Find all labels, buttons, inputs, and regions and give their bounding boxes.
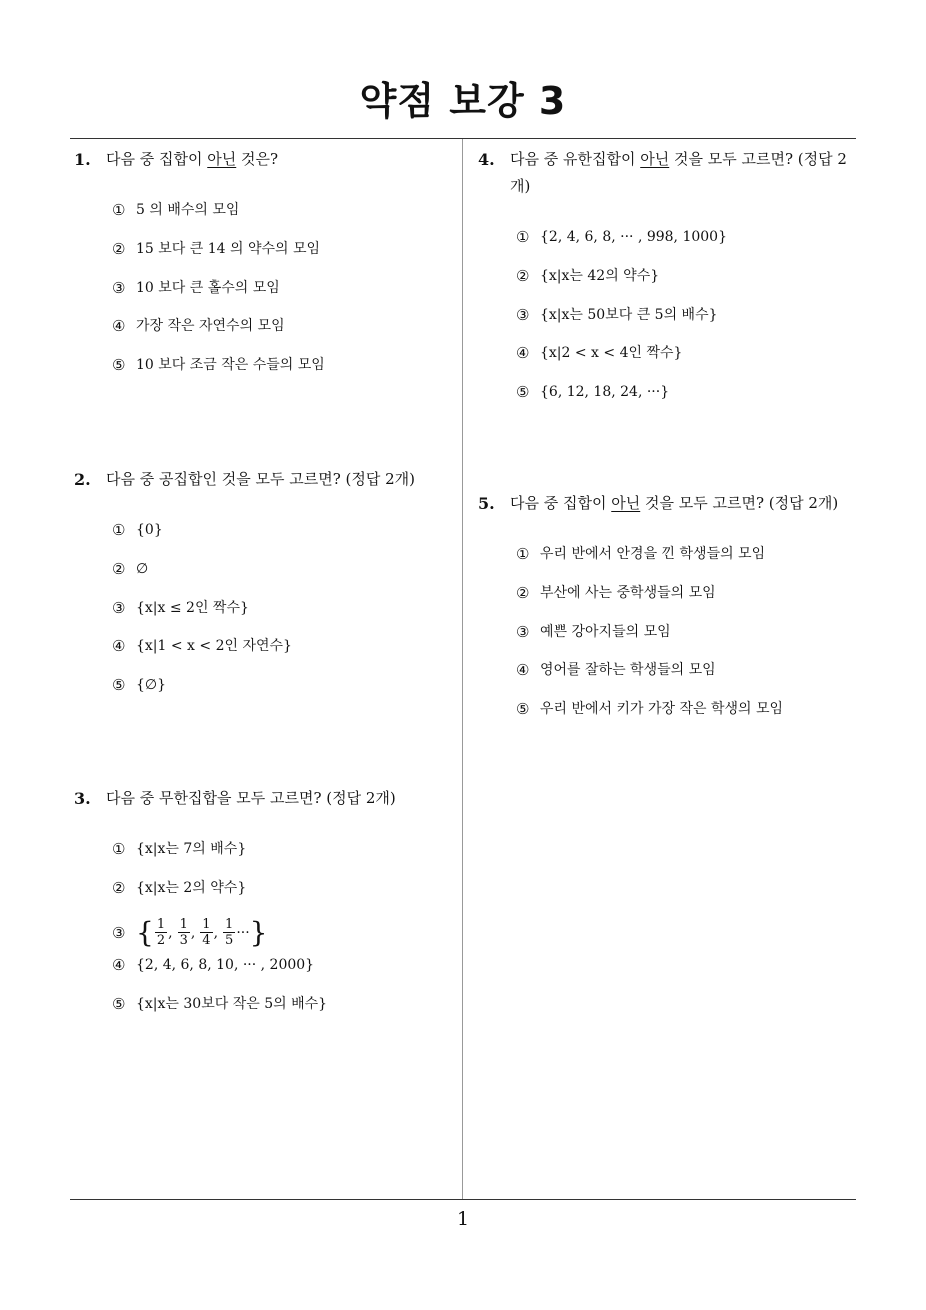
question-header	[74, 146, 434, 173]
option-mark: ②	[516, 266, 530, 285]
option-text: 예쁜 강아지들의 모임	[540, 623, 671, 640]
option-text: {x|x는 42의 약수}	[540, 267, 660, 284]
option-text: {2, 4, 6, 8, 10, ··· , 2000}	[136, 957, 315, 974]
option-2	[112, 236, 434, 275]
option-5	[112, 352, 434, 391]
option-1	[112, 836, 434, 875]
option-1	[516, 541, 864, 580]
option-mark: ④	[112, 956, 126, 975]
option-4	[516, 340, 864, 379]
option-3	[112, 914, 434, 953]
page-number: 1	[456, 1208, 470, 1230]
option-text: {x|x는 50보다 큰 5의 배수}	[540, 306, 718, 323]
option-text: 우리 반에서 키가 가장 작은 학생의 모임	[540, 701, 784, 718]
option-1	[112, 197, 434, 236]
option-text: {6, 12, 18, 24, ···}	[540, 384, 670, 401]
option-3	[112, 275, 434, 314]
option-4	[112, 633, 434, 672]
option-2	[112, 556, 434, 595]
option-text: 부산에 사는 중학생들의 모임	[540, 584, 716, 601]
option-text: 10 보다 큰 홀수의 모임	[136, 279, 280, 296]
option-mark: ⑤	[516, 700, 530, 719]
question-text: 다음 중 집합이 아닌 것은?	[106, 150, 279, 168]
option-mark: ①	[112, 201, 126, 219]
option-mark: ①	[112, 840, 126, 858]
option-list	[516, 541, 864, 735]
page-title: 약점 보강 3	[359, 79, 567, 123]
option-mark: ④	[516, 344, 530, 363]
option-mark: ⑤	[112, 995, 126, 1014]
fraction: $\frac{1}{4}$	[202, 917, 211, 949]
option-mark: ③	[112, 278, 126, 297]
option-list	[112, 836, 434, 1030]
underlined-word: 아닌	[611, 494, 641, 512]
question-header	[478, 146, 864, 200]
option-2	[516, 263, 864, 302]
option-mark: ④	[112, 317, 126, 336]
option-5	[516, 696, 864, 735]
option-text: 10 보다 조금 작은 수들의 모임	[136, 357, 325, 374]
question-3	[74, 785, 434, 1030]
question-number: 1.	[74, 150, 91, 169]
option-4	[112, 313, 434, 352]
option-5	[112, 672, 434, 711]
ellipsis: ···	[236, 924, 250, 941]
option-mark: ①	[516, 545, 530, 563]
option-text: 우리 반에서 안경을 낀 학생들의 모임	[540, 546, 766, 562]
option-mark: ②	[112, 878, 126, 897]
question-header	[478, 490, 864, 517]
option-1	[112, 517, 434, 556]
question-text: 다음 중 유한집합이 아닌 것을 모두 고르면? (정답 2개)	[510, 150, 847, 195]
option-list	[112, 517, 434, 711]
question-4	[478, 146, 864, 418]
option-text: 5 의 배수의 모임	[136, 202, 240, 218]
option-text: {∅}	[136, 677, 167, 694]
option-3	[112, 595, 434, 634]
option-mark: ②	[112, 239, 126, 258]
option-4	[516, 657, 864, 696]
option-text: 가장 작은 자연수의 모임	[136, 318, 285, 335]
option-text: {2, 4, 6, 8, ··· , 998, 1000}	[540, 229, 727, 245]
question-header	[74, 785, 434, 812]
question-5	[478, 490, 864, 735]
question-text: 다음 중 무한집합을 모두 고르면? (정답 2개)	[106, 789, 396, 807]
option-mark: ①	[516, 228, 530, 246]
question-1	[74, 146, 434, 391]
option-mark: ⑤	[112, 676, 126, 695]
option-5	[112, 991, 434, 1030]
fraction: $\frac{1}{2}$	[156, 917, 166, 949]
underlined-word: 아닌	[640, 150, 670, 168]
option-1	[516, 224, 864, 263]
option-text: {x|2 < x < 4인 짝수}	[540, 345, 683, 362]
option-mark: ④	[112, 637, 126, 656]
option-text: {x|1 < x < 2인 자연수}	[136, 638, 292, 655]
option-mark: ②	[112, 559, 126, 578]
option-mark: ④	[516, 661, 530, 680]
bottom-rule	[70, 1199, 856, 1200]
question-number: 3.	[74, 789, 91, 808]
option-mark: ③	[516, 305, 530, 324]
option-text: {0}	[136, 522, 163, 538]
option-mark: ⑤	[112, 356, 126, 375]
option-text: {x|x는 30보다 작은 5의 배수}	[136, 996, 328, 1013]
fraction: $\frac{1}{5}$	[225, 917, 234, 949]
option-mark: ①	[112, 521, 126, 539]
option-mark: ③	[516, 622, 530, 641]
top-rule	[70, 138, 856, 139]
option-text: {x|x는 7의 배수}	[136, 841, 247, 857]
option-4	[112, 952, 434, 991]
option-list	[516, 224, 864, 418]
column-divider	[462, 139, 463, 1199]
option-3	[516, 302, 864, 341]
question-text: 다음 중 공집합인 것을 모두 고르면? (정답 2개)	[106, 470, 415, 488]
option-mark: ③	[112, 598, 126, 617]
option-text: 15 보다 큰 14 의 약수의 모임	[136, 240, 321, 257]
fraction: $\frac{1}{3}$	[179, 917, 188, 949]
question-number: 5.	[478, 494, 495, 513]
option-mark: ⑤	[516, 383, 530, 402]
option-5	[516, 379, 864, 418]
right-brace: }	[249, 915, 268, 949]
option-text: 영어를 잘하는 학생들의 모임	[540, 662, 716, 679]
question-2	[74, 466, 434, 711]
option-text: {x|x ≤ 2인 짝수}	[136, 599, 249, 616]
option-mark: ③	[112, 923, 126, 942]
option-2	[112, 875, 434, 914]
underlined-word: 아닌	[207, 150, 237, 168]
option-3	[516, 619, 864, 658]
option-2	[516, 580, 864, 619]
question-header	[74, 466, 434, 493]
option-mark: ②	[516, 583, 530, 602]
question-number: 2.	[74, 470, 91, 489]
option-text: ∅	[136, 560, 149, 577]
option-list	[112, 197, 434, 391]
fraction-set: { $\frac{1}{2}$ , $\frac{1}{3}$ , $\frac{1}{4}$ , $\frac{1}{5}$ ··· }	[136, 915, 268, 949]
option-text: {x|x는 2의 약수}	[136, 879, 247, 896]
question-number: 4.	[478, 150, 495, 169]
question-text: 다음 중 집합이 아닌 것을 모두 고르면? (정답 2개)	[510, 494, 839, 512]
left-brace: {	[136, 915, 154, 949]
